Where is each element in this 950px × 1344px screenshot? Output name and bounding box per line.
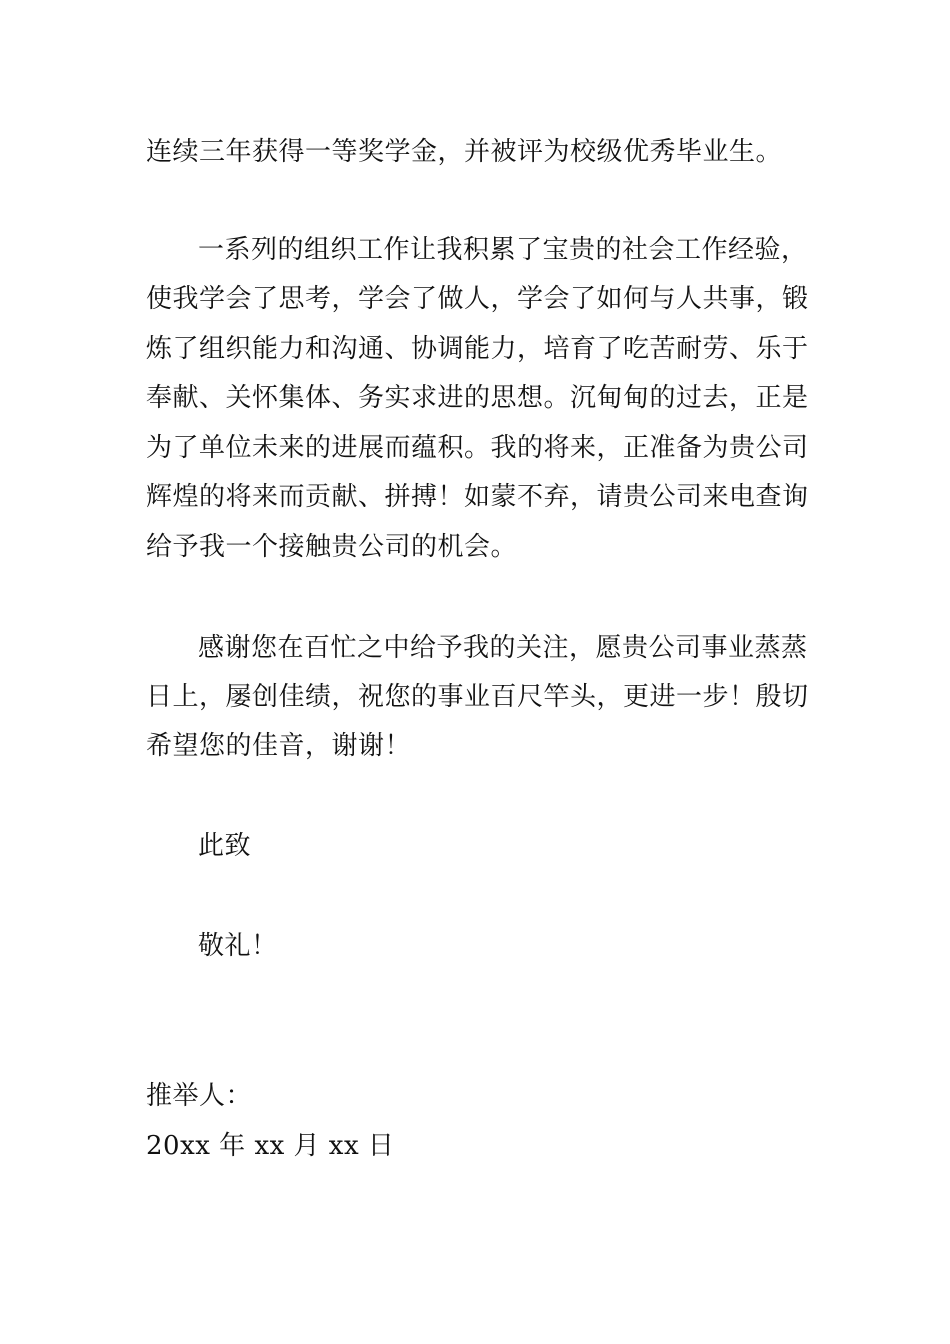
paragraph-line: 感谢您在百忙之中给予我的关注，愿贵公司事业蒸蒸 bbox=[198, 633, 808, 663]
closing-regards: 敬礼！ bbox=[198, 931, 278, 961]
paragraph-line: 奉献、关怀集体、务实求进的思想。沉甸甸的过去，正是 bbox=[146, 383, 809, 413]
closing-salutation: 此致 bbox=[198, 831, 252, 861]
paragraph-line: 一系列的组织工作让我积累了宝贵的社会工作经验， bbox=[198, 235, 808, 265]
paragraph-line: 希望您的佳音，谢谢！ bbox=[146, 731, 412, 761]
paragraph-line: 使我学会了思考，学会了做人，学会了如何与人共事，锻 bbox=[146, 284, 809, 314]
paragraph-line: 炼了组织能力和沟通、协调能力，培育了吃苦耐劳、乐于 bbox=[146, 334, 809, 364]
paragraph-line: 给予我一个接触贵公司的机会。 bbox=[146, 532, 518, 562]
paragraph-line: 日上，屡创佳绩，祝您的事业百尺竿头，更进一步！殷切 bbox=[146, 682, 809, 712]
paragraph-line: 辉煌的将来而贡献、拼搏！如蒙不弃，请贵公司来电查询 bbox=[146, 482, 809, 512]
signature-date: 20xx 年 xx 月 xx 日 bbox=[146, 1131, 395, 1161]
paragraph-line: 为了单位未来的进展而蕴积。我的将来，正准备为贵公司 bbox=[146, 433, 809, 463]
paragraph-line: 连续三年获得一等奖学金，并被评为校级优秀毕业生。 bbox=[146, 137, 783, 167]
referrer-label: 推举人： bbox=[146, 1081, 253, 1111]
